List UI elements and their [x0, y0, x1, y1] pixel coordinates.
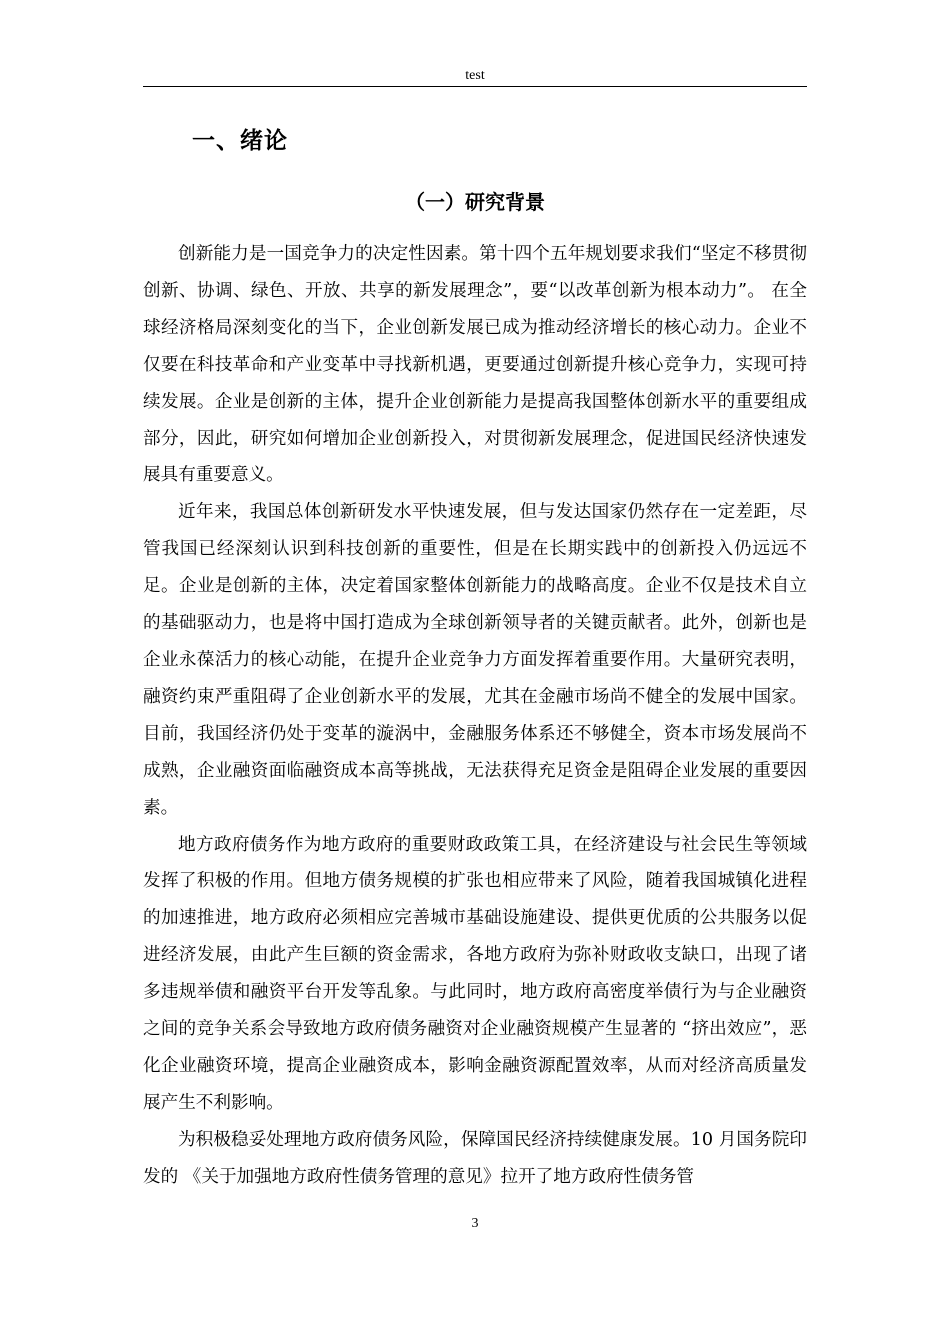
page-number: 3 [471, 1216, 479, 1231]
subsection-heading: （一）研究背景 [405, 190, 545, 214]
paragraph-3: 地方政府债务作为地方政府的重要财政政策工具，在经济建设与社会民生等领域发挥了积极的作用。但地方债务规模的扩张也相应带来了风险，随着我国城镇化进程的加速推进，地方政府必须相应完善城市基础设施建设、提供更优质的公共服务以促进经济发展，由此产生巨额的资金需求，各地方政府为弥补财政收支缺口，出现了诸多违规举债和融资平台开发等乱象。与此同时，地方政府高密度举债行为与企业融资之间的竞争关系会导致地方政府债务融资对企业融资规模产生显著的 “挤出效应”，恶化企业融资环境，提高企业融资成本，影响金融资源配置效率，从而对经济高质量发展产生不利影响。 [143, 834, 807, 1113]
section-heading: 一、绪论 [192, 128, 288, 154]
body-text [143, 236, 807, 1196]
page-header: test [465, 68, 485, 83]
paragraph-2: 近年来，我国总体创新研发水平快速发展，但与发达国家仍然存在一定差距，尽管我国已经深刻认识到科技创新的重要性，但是在长期实践中的创新投入仍远远不足。企业是创新的主体，决定着国家整体创新能力的战略高度。企业不仅是技术自立的基础驱动力，也是将中国打造成为全球创新领导者的关键贡献者。此外，创新也是企业永葆活力的核心动能，在提升企业竞争力方面发挥着重要作用。大量研究表明，融资约束严重阻碍了企业创新水平的发展，尤其在金融市场尚不健全的发展中国家。目前，我国经济仍处于变革的漩涡中，金融服务体系还不够健全，资本市场发展尚不成熟，企业融资面临融资成本高等挑战，无法获得充足资金是阻碍企业发展的重要因素。 [143, 502, 807, 818]
paragraph-1: 创新能力是一国竞争力的决定性因素。第十四个五年规划要求我们“坚定不移贯彻创新、协调、绿色、开放、共享的新发展理念”，要“以改革创新为根本动力”。 在全球经济格局深刻变化的当下，企业创新发展已成为推动经济增长的核心动力。企业不仅要在科技革命和产业变革中寻找新机遇，更要通过创新提升核心竞争力，实现可持续发展。企业是创新的主体，提升企业创新能力是提高我国整体创新水平的重要组成部分，因此，研究如何增加企业创新投入，对贯彻新发展理念，促进国民经济快速发展具有重要意义。 [143, 244, 807, 486]
paragraph-4: 为积极稳妥处理地方政府债务风险，保障国民经济持续健康发展。10 月国务院印发的 《关于加强地方政府性债务管理的意见》拉开了地方政府性债务管 [143, 1129, 807, 1187]
header-rule [143, 86, 807, 87]
